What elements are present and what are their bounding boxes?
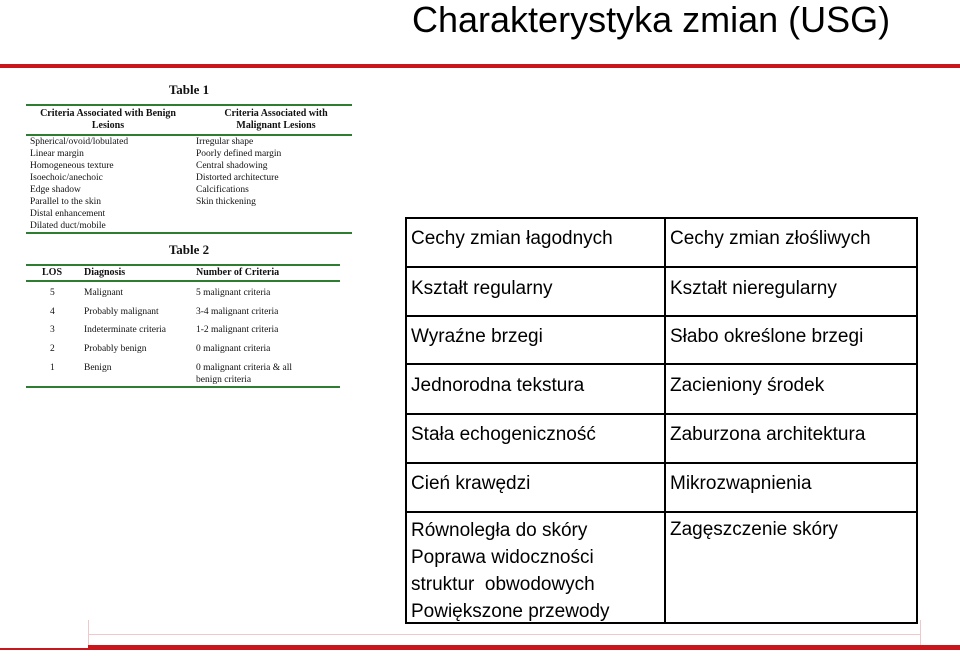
table2-header-diagnosis: Diagnosis	[84, 267, 126, 278]
benign-feature: Cień krawędzi	[411, 473, 531, 494]
table2-criteria: 3-4 malignant criteria	[196, 307, 279, 317]
benign-feature-line: struktur obwodowych	[411, 574, 595, 595]
comparison-table	[405, 217, 918, 624]
table2-criteria: 0 malignant criteria	[196, 344, 271, 354]
slide-title: Charakterystyka zmian (USG)	[412, 0, 891, 40]
table1-benign-item: Parallel to the skin	[30, 197, 101, 207]
table1-benign-item: Linear margin	[30, 149, 84, 159]
benign-feature: Jednorodna tekstura	[411, 375, 585, 396]
table2-criteria: 5 malignant criteria	[196, 288, 271, 298]
malignant-feature: Zacieniony środek	[670, 375, 825, 396]
table2-los: 4	[50, 307, 55, 317]
title-underline	[0, 64, 960, 68]
table2-los: 3	[50, 325, 55, 335]
table1-caption: Table 1	[168, 82, 210, 97]
table2-header-rule	[26, 280, 340, 282]
table1-benign-item: Spherical/ovoid/lobulated	[30, 137, 129, 147]
table2-diagnosis: Benign	[84, 363, 112, 373]
table2-los: 5	[50, 288, 55, 298]
table1-top-rule	[26, 104, 352, 106]
row-divider	[407, 462, 916, 464]
benign-feature: Kształt regularny	[411, 278, 553, 299]
row-divider	[407, 315, 916, 317]
table1-benign-item: Isoechoic/anechoic	[30, 173, 103, 183]
decorative-line	[920, 620, 921, 646]
malignant-feature: Mikrozwapnienia	[670, 473, 812, 494]
column-divider	[664, 219, 666, 622]
benign-feature-line: Powiększone przewody	[411, 601, 610, 622]
table2-los: 1	[50, 363, 55, 373]
table2-criteria: 1-2 malignant criteria	[196, 325, 279, 335]
table2-bottom-rule	[26, 386, 340, 388]
table2-caption: Table 2	[168, 242, 210, 257]
malignant-feature: Słabo określone brzegi	[670, 326, 864, 347]
table1-malignant-item: Poorly defined margin	[196, 149, 282, 159]
table1-bottom-rule	[26, 232, 352, 234]
table1-malignant-item: Central shadowing	[196, 161, 268, 171]
decorative-line	[88, 620, 89, 646]
row-divider	[407, 363, 916, 365]
table1-malignant-item: Irregular shape	[196, 137, 254, 147]
row-divider	[407, 413, 916, 415]
row-divider	[407, 511, 916, 513]
malignant-feature: Zaburzona architektura	[670, 424, 866, 445]
table2-header-criteria: Number of Criteria	[196, 267, 280, 278]
table2-diagnosis: Probably benign	[84, 344, 147, 354]
benign-feature-line: Poprawa widoczności	[411, 547, 594, 568]
scanned-reference-tables	[26, 82, 352, 390]
table1-header-benign: Criteria Associated with Benign Lesions	[40, 108, 176, 131]
benign-feature-line: Równoległa do skóry	[411, 520, 588, 541]
header-malignant: Cechy zmian złośliwych	[670, 228, 871, 249]
table2-diagnosis: Indeterminate criteria	[84, 325, 167, 335]
table1-malignant-item: Distorted architecture	[196, 173, 279, 183]
table2-top-rule	[26, 264, 340, 266]
table2-diagnosis: Probably malignant	[84, 307, 159, 317]
row-divider	[407, 266, 916, 268]
table1-header-malignant: Criteria Associated with Malignant Lesions	[224, 108, 328, 131]
decorative-line	[88, 634, 920, 635]
malignant-feature: Zagęszczenie skóry	[670, 519, 838, 540]
footer-line	[0, 648, 960, 650]
table1-malignant-item: Calcifications	[196, 185, 249, 195]
table1-benign-item: Dilated duct/mobile	[30, 221, 106, 231]
table1-benign-item: Distal enhancement	[30, 209, 106, 219]
benign-feature: Stała echogeniczność	[411, 424, 596, 445]
table1-benign-item: Homogeneous texture	[30, 161, 114, 171]
benign-feature: Wyraźne brzegi	[411, 326, 543, 347]
table2-header-los: LOS	[42, 267, 63, 278]
table1-benign-item: Edge shadow	[30, 185, 81, 195]
table2-los: 2	[50, 344, 55, 354]
table1-malignant-item: Skin thickening	[196, 197, 256, 207]
benign-feature-multiline	[411, 517, 610, 625]
table2-criteria: 0 malignant criteria & all benign criteria	[196, 363, 293, 385]
header-benign: Cechy zmian łagodnych	[411, 228, 613, 249]
table2-diagnosis: Malignant	[84, 288, 124, 298]
malignant-feature: Kształt nieregularny	[670, 278, 837, 299]
